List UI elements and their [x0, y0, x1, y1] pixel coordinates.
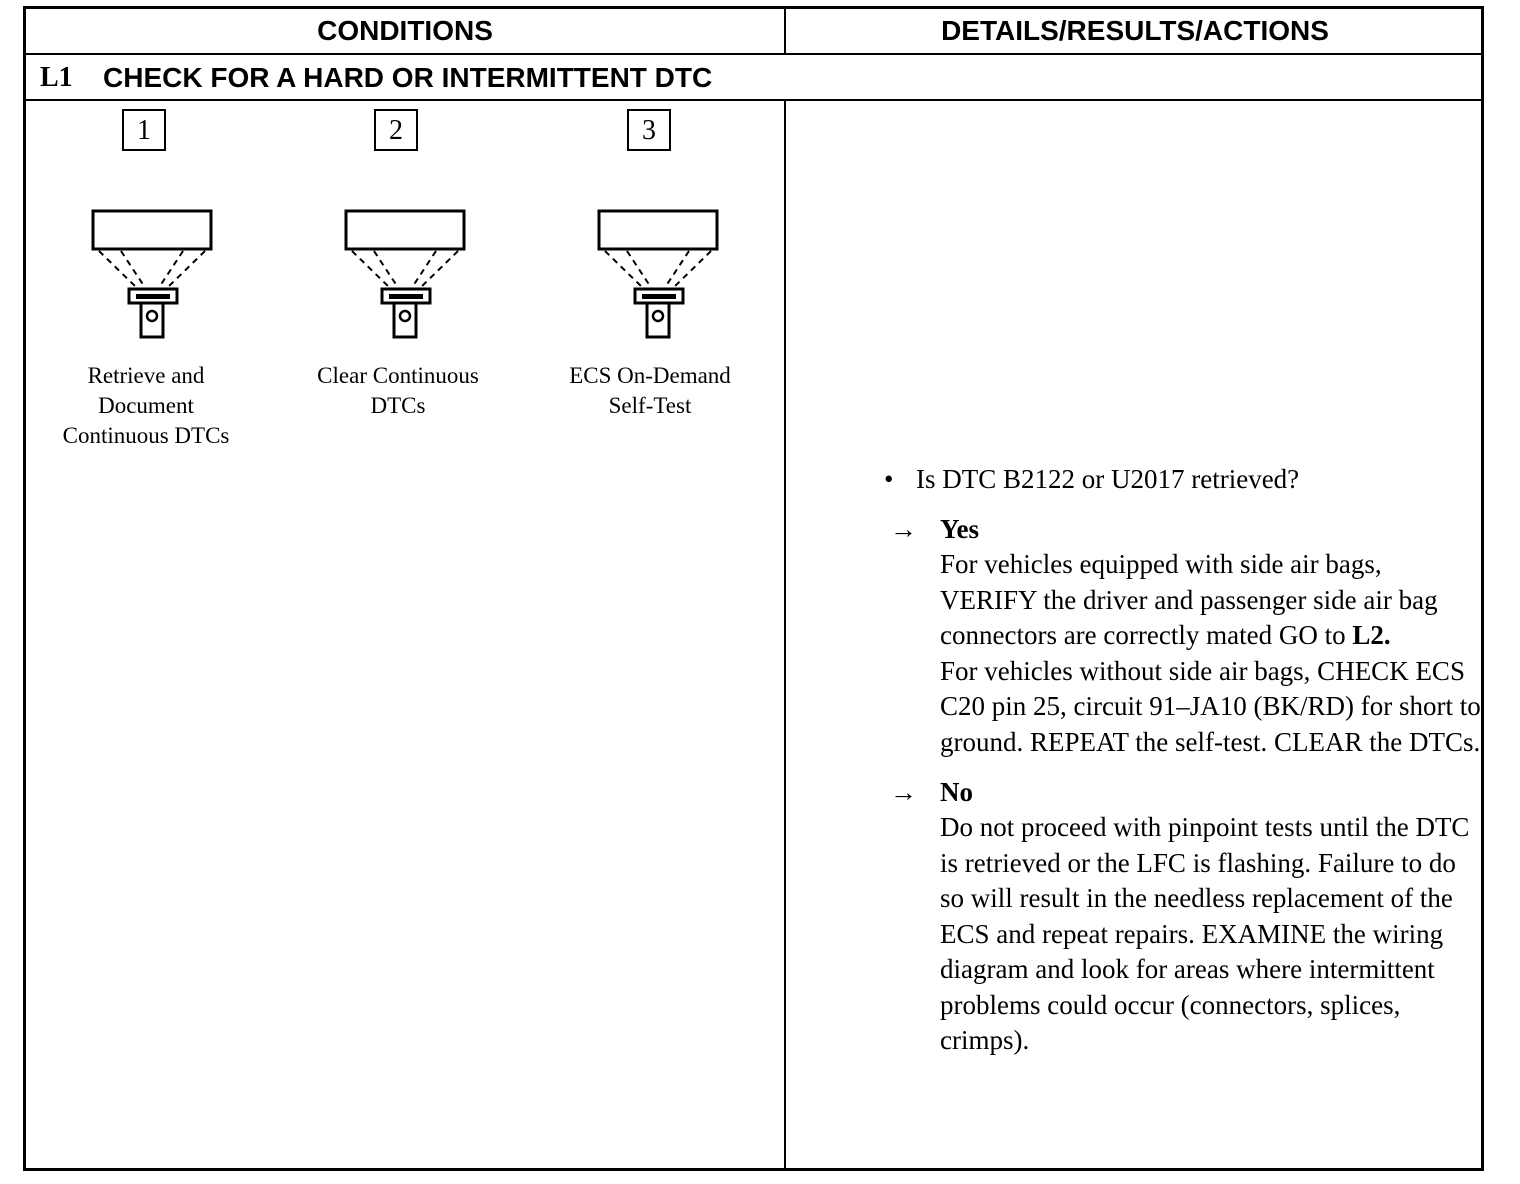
step-number-box: 1: [122, 109, 166, 151]
details-header: DETAILS/RESULTS/ACTIONS: [941, 15, 1329, 46]
question-text: Is DTC B2122 or U2017 retrieved?: [916, 464, 1300, 494]
no-branch: [884, 774, 1484, 1059]
yes-branch: [884, 511, 1484, 760]
procedure-step-3: [530, 109, 770, 469]
bullet-icon: •: [884, 464, 894, 494]
header-row: [26, 9, 1481, 55]
yes-text-2: For vehicles without side air bags, CHECK ECS C20 pin 25, circuit 91–JA10 (BK/RD) for short to ground. REPEAT the self-test. CLEAR the DTCs.: [940, 655, 1481, 757]
step-label: Clear Continuous DTCs: [317, 363, 479, 418]
question: [884, 461, 1484, 497]
scan-tool-icon: [597, 209, 723, 345]
step-id: L1: [40, 62, 73, 93]
no-text: Do not proceed with pinpoint tests until the DTC is retrieved or the LFC is flashing. Failure to do so will result in the needless replacement of the ECS and repeat repairs. EXAMINE the wiring diagram and look for areas where intermittent problems could occur (connectors, splices, crimps).: [940, 812, 1470, 1055]
step-label: Retrieve and Document Continuous DTCs: [62, 363, 230, 448]
diagnostic-table: [23, 6, 1484, 1171]
yes-label: Yes: [940, 514, 979, 544]
arrow-right-icon: →: [890, 514, 917, 544]
procedure-step-1: [26, 109, 266, 469]
goto-step: L2.: [1352, 620, 1391, 650]
step-title-row: [26, 55, 1481, 101]
yes-text: [940, 547, 1484, 654]
step-label: ECS On-Demand Self-Test: [569, 363, 731, 418]
procedure-step-2: [278, 109, 518, 469]
arrow-right-icon: →: [890, 777, 917, 807]
scan-tool-icon: [344, 209, 470, 345]
scan-tool-icon: [91, 209, 217, 345]
step-number-box: 3: [627, 109, 671, 151]
details-column: [884, 461, 1484, 1059]
no-label: No: [940, 777, 973, 807]
step-title: CHECK FOR A HARD OR INTERMITTENT DTC: [103, 62, 713, 93]
yes-text-1: For vehicles equipped with side air bags, VERIFY the driver and passenger side air bag connectors are correctly mated GO to: [940, 549, 1438, 650]
conditions-header: CONDITIONS: [317, 15, 493, 46]
step-number-box: 2: [374, 109, 418, 151]
column-divider: [784, 101, 786, 1168]
